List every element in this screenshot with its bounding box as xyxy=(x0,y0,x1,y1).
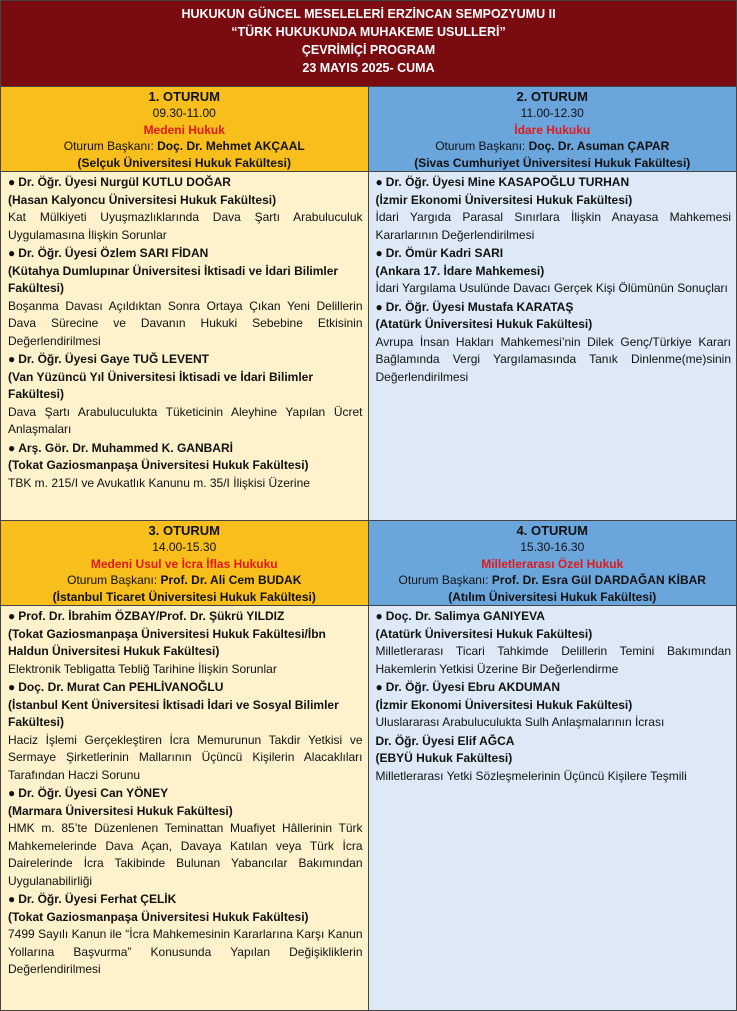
session-2 xyxy=(369,87,737,520)
speaker-institution: (Van Yüzüncü Yıl Üniversitesi İktisadi ve İdari Bilimler Fakültesi) xyxy=(8,369,314,401)
speaker-institution: (Kütahya Dumlupınar Üniversitesi İktisadi ve İdari Bilimler Fakültesi) xyxy=(8,263,339,295)
session-talks xyxy=(369,606,737,1010)
session-4 xyxy=(369,521,737,1010)
session-title: 4. OTURUM xyxy=(516,523,588,538)
talk-item xyxy=(8,679,363,784)
bullet-icon: ● xyxy=(375,299,383,314)
speaker-text: Dr. Öğr. Üyesi Elif AĞCA xyxy=(375,733,515,748)
paper-title: 7499 Sayılı Kanun ile “İcra Mahkemesinin Kararlarına Karşı Kanun Yollarına Başvurma” Konusunda Yapılan Değişikliklerin Değerlendirilmesi xyxy=(8,927,363,976)
chair-name: Doç. Dr. Mehmet AKÇAAL xyxy=(157,139,305,153)
speaker-text: Arş. Gör. Dr. Muhammed K. GANBARİ xyxy=(18,440,233,455)
talk-item xyxy=(8,245,363,350)
paper-title: Haciz İşlemi Gerçekleştiren İcra Memurunun Takdir Yetkisi ve Sermaye Şirketlerinin Mallarının Üçüncü Kişilerin Alacaklıları Tarafından Haczi Sorunu xyxy=(8,732,363,782)
chair-label: Oturum Başkanı: xyxy=(63,139,158,153)
paper-title: HMK m. 85’te Düzenlenen Teminattan Muafiyet Hâllerinin Türk Mahkemelerinde Dava Açan, Davaya Katılan veya Türk İcra Dairelerinde İcra Takibinde Bulunan Yabancılar Bakımından Uygulanabilirliği xyxy=(8,821,363,888)
speaker-text: Doç. Dr. Salimya GANIYEVA xyxy=(385,609,545,623)
speaker-institution: (Tokat Gaziosmanpaşa Üniversitesi Hukuk Fakültesi) xyxy=(8,909,309,924)
session-time: 15.30-16.30 xyxy=(520,540,585,554)
speaker-name xyxy=(376,679,732,697)
bullet-icon: ● xyxy=(8,680,16,694)
speaker-text: Dr. Öğr. Üyesi Can YÖNEY xyxy=(18,786,169,800)
chair-institution: (Sivas Cumhuriyet Üniversitesi Hukuk Fakültesi) xyxy=(414,155,691,170)
bullet-icon: ● xyxy=(375,175,383,189)
speaker-text: Dr. Ömür Kadri SARI xyxy=(385,246,504,260)
session-header xyxy=(1,521,368,606)
talk-item xyxy=(376,299,732,387)
chair-institution: (İstanbul Ticaret Üniversitesi Hukuk Fakültesi) xyxy=(52,589,316,604)
paper-title: Elektronik Tebligatta Tebliğ Tarihine İlişkin Sorunlar xyxy=(8,661,277,676)
chair-label: Oturum Başkanı: xyxy=(398,573,492,587)
bullet-icon: ● xyxy=(375,609,383,623)
speaker-name xyxy=(376,299,732,317)
bullet-icon: ● xyxy=(375,680,383,694)
bullet-icon: ● xyxy=(8,440,16,455)
speaker-text: Dr. Öğr. Üyesi Özlem SARI FİDAN xyxy=(18,246,209,260)
session-chair xyxy=(1,138,368,155)
speaker-name xyxy=(8,679,363,697)
speaker-text: Doç. Dr. Murat Can PEHLİVANOĞLU xyxy=(18,680,224,694)
session-topic: Milletlerarası Özel Hukuk xyxy=(481,556,624,571)
chair-label: Oturum Başkanı: xyxy=(67,573,161,587)
bullet-icon: ● xyxy=(8,246,16,260)
symposium-title: HUKUKUN GÜNCEL MESELELERİ ERZİNCAN SEMPOZYUMU II xyxy=(181,7,556,21)
session-talks xyxy=(369,172,737,520)
talk-item xyxy=(376,608,732,678)
speaker-text: Dr. Öğr. Üyesi Nurgül KUTLU DOĞAR xyxy=(18,175,231,189)
talk-item xyxy=(8,608,363,678)
speaker-text: Dr. Öğr. Üyesi Gaye TUĞ LEVENT xyxy=(18,352,209,366)
chair-name: Prof. Dr. Esra Gül DARDAĞAN KİBAR xyxy=(491,573,706,587)
speaker-name xyxy=(8,351,363,369)
paper-title: Milletlerarası Ticari Tahkimde Delillerin Temini Bakımından Hakemlerin Yetkisi Üzerine Bir Değerlendirme xyxy=(375,644,731,676)
session-header xyxy=(1,87,368,172)
talk-item xyxy=(8,351,363,439)
session-title: 2. OTURUM xyxy=(516,89,588,104)
talk-item xyxy=(8,891,363,979)
program-date: 23 MAYIS 2025- CUMA xyxy=(302,61,435,75)
bullet-icon: ● xyxy=(8,352,16,366)
bullet-icon: ● xyxy=(8,892,16,906)
chair-label: Oturum Başkanı: xyxy=(435,139,529,153)
paper-title: Boşanma Davası Açıldıktan Sonra Ortaya Çıkan Yeni Delillerin Dava Sürecine ve Davanın Hukuki Sebebine Etkisinin Değerlendirilmesi xyxy=(8,298,363,348)
session-time: 09.30-11.00 xyxy=(152,106,216,120)
speaker-institution: (İstanbul Kent Üniversitesi İktisadi İdari ve Sosyal Bilimler Fakültesi) xyxy=(8,697,339,729)
session-title: 3. OTURUM xyxy=(148,523,220,538)
speaker-name xyxy=(8,174,363,192)
session-1 xyxy=(1,87,369,520)
speaker-institution: (Ankara 17. İdare Mahkemesi) xyxy=(375,263,545,278)
sessions-row-afternoon xyxy=(1,521,736,1010)
paper-title: Dava Şartı Arabuluculukta Tüketicinin Aleyhine Yapılan Ücret Anlaşmaları xyxy=(8,404,363,436)
session-time: 14.00-15.30 xyxy=(152,540,217,554)
speaker-name xyxy=(376,245,732,263)
speaker-name xyxy=(8,891,363,909)
talk-item xyxy=(376,679,732,732)
session-talks xyxy=(1,606,368,1010)
chair-name: Doç. Dr. Asuman ÇAPAR xyxy=(528,139,670,153)
talk-item xyxy=(376,733,732,786)
speaker-name xyxy=(376,174,732,192)
speaker-name xyxy=(376,608,732,626)
speaker-institution: (Atatürk Üniversitesi Hukuk Fakültesi) xyxy=(375,626,593,641)
chair-institution: (Atılım Üniversitesi Hukuk Fakültesi) xyxy=(448,589,657,604)
bullet-icon: ● xyxy=(375,246,383,260)
session-3 xyxy=(1,521,369,1010)
speaker-institution: (Atatürk Üniversitesi Hukuk Fakültesi) xyxy=(375,317,593,331)
speaker-institution: (EBYÜ Hukuk Fakültesi) xyxy=(375,751,513,765)
speaker-institution: (Tokat Gaziosmanpaşa Üniversitesi Hukuk Fakültesi/İbn Haldun Üniversitesi Hukuk Fakültesi) xyxy=(8,626,326,658)
bullet-icon: ● xyxy=(8,786,16,800)
paper-title: Milletlerarası Yetki Sözleşmelerinin Üçüncü Kişilere Teşmili xyxy=(375,768,687,783)
speaker-text: Dr. Öğr. Üyesi Ebru AKDUMAN xyxy=(385,680,561,694)
speaker-name xyxy=(8,440,363,458)
speaker-text: Dr. Öğr. Üyesi Mine KASAPOĞLU TURHAN xyxy=(385,175,630,189)
symposium-theme: “TÜRK HUKUKUNDA MUHAKEME USULLERİ” xyxy=(231,25,506,39)
session-title: 1. OTURUM xyxy=(148,89,220,104)
chair-name: Prof. Dr. Ali Cem BUDAK xyxy=(160,573,302,587)
speaker-institution: (İzmir Ekonomi Üniversitesi Hukuk Fakültesi) xyxy=(375,192,633,207)
talk-item xyxy=(8,440,363,493)
speaker-institution: (İzmir Ekonomi Üniversitesi Hukuk Fakültesi) xyxy=(375,697,633,712)
program-banner xyxy=(1,1,736,87)
session-time: 11.00-12.30 xyxy=(520,106,584,120)
talk-item xyxy=(376,245,732,298)
speaker-name xyxy=(8,245,363,263)
paper-title: Avrupa İnsan Hakları Mahkemesi’nin Dilek Genç/Türkiye Kararı Bağlamında Vergi Yargılamasında Tanık Dinlenme(me)sinin Değerlendirilmesi xyxy=(375,334,731,384)
speaker-name xyxy=(8,785,363,803)
session-chair xyxy=(369,138,737,155)
program-type: ÇEVRİMİÇİ PROGRAM xyxy=(301,43,436,57)
session-talks xyxy=(1,172,368,520)
bullet-icon: ● xyxy=(8,609,16,623)
talk-item xyxy=(8,174,363,244)
speaker-name xyxy=(8,608,363,626)
paper-title: Kat Mülkiyeti Uyuşmazlıklarında Dava Şartı Arabuluculuk Uygulamasına İlişkin Sorunlar xyxy=(8,210,363,242)
chair-institution: (Selçuk Üniversitesi Hukuk Fakültesi) xyxy=(77,155,291,170)
speaker-institution: (Marmara Üniversitesi Hukuk Fakültesi) xyxy=(8,803,233,818)
sessions-row-morning xyxy=(1,87,736,521)
session-header xyxy=(369,87,737,172)
speaker-text: Prof. Dr. İbrahim ÖZBAY/Prof. Dr. Şükrü YILDIZ xyxy=(18,609,285,623)
speaker-name xyxy=(376,733,732,751)
session-topic: Medeni Hukuk xyxy=(143,122,225,137)
speaker-text: Dr. Öğr. Üyesi Mustafa KARATAŞ xyxy=(385,299,574,314)
talk-item xyxy=(8,785,363,890)
paper-title: Uluslararası Arabuluculukta Sulh Anlaşmalarının İcrası xyxy=(375,715,665,729)
paper-title: İdari Yargıda Parasal Sınırlara İlişkin Anayasa Mahkemesi Kararlarının Değerlendirilmesi xyxy=(375,210,731,242)
session-topic: Medeni Usul ve İcra İflas Hukuku xyxy=(90,556,278,571)
speaker-institution: (Hasan Kalyoncu Üniversitesi Hukuk Fakültesi) xyxy=(8,192,277,207)
speaker-text: Dr. Öğr. Üyesi Ferhat ÇELİK xyxy=(18,892,177,906)
session-chair xyxy=(369,572,737,589)
bullet-icon: ● xyxy=(8,175,16,189)
paper-title: TBK m. 215/I ve Avukatlık Kanunu m. 35/I İlişkisi Üzerine xyxy=(8,475,310,490)
talk-item xyxy=(376,174,732,244)
session-topic: İdare Hukuku xyxy=(514,122,591,137)
session-chair xyxy=(1,572,368,589)
session-header xyxy=(369,521,737,606)
speaker-institution: (Tokat Gaziosmanpaşa Üniversitesi Hukuk Fakültesi) xyxy=(8,458,309,472)
paper-title: İdari Yargılama Usulünde Davacı Gerçek Kişi Ölümünün Sonuçları xyxy=(375,281,728,295)
